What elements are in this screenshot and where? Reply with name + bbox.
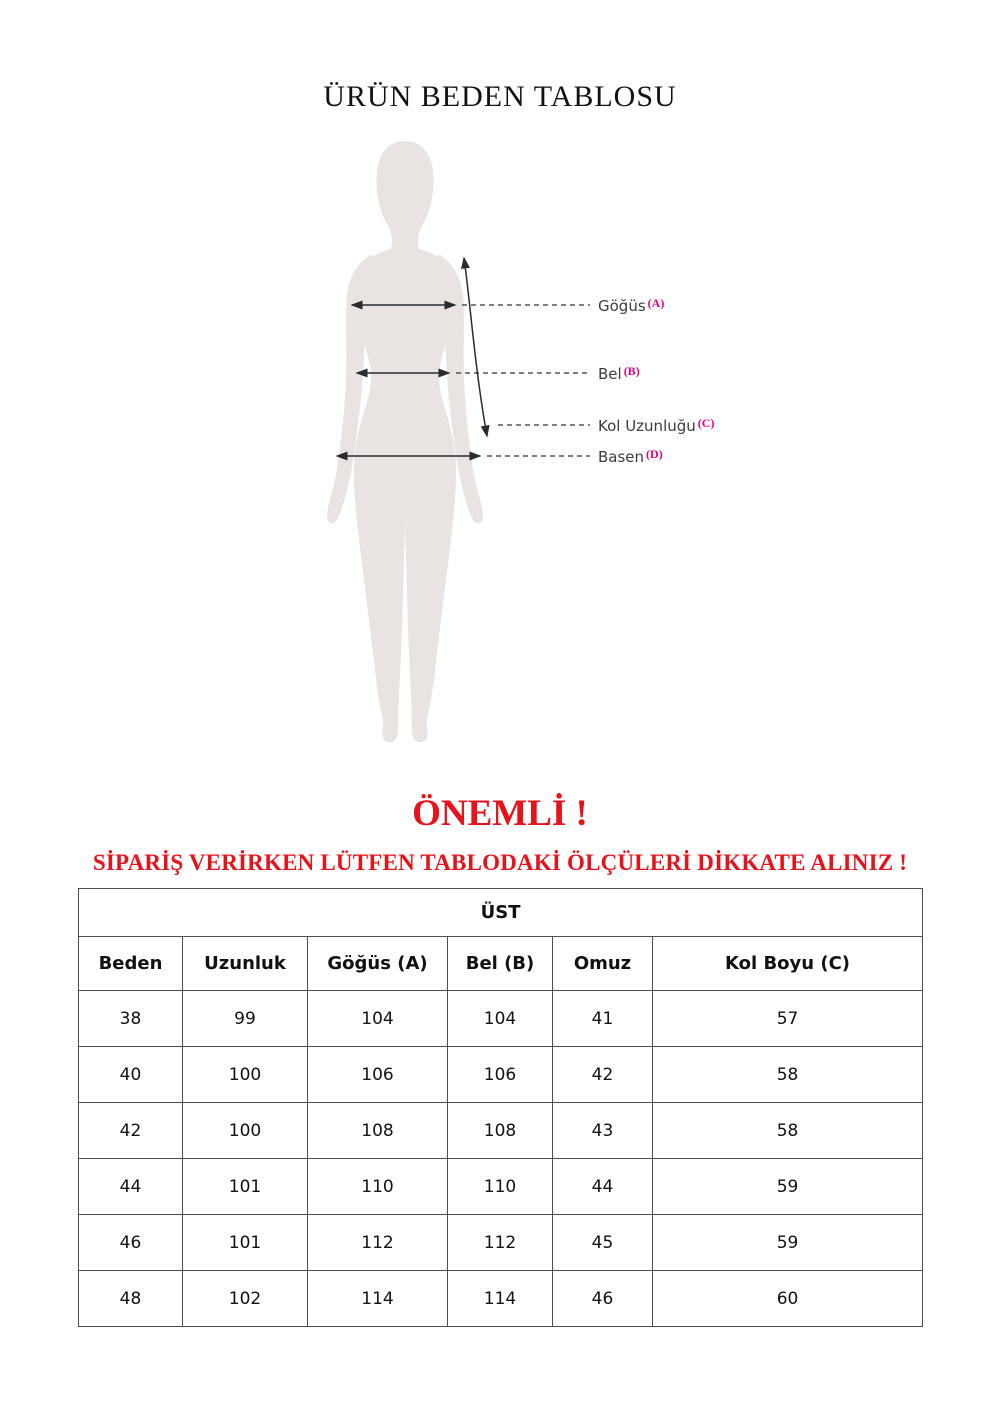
measure-label-arm-length — [598, 416, 714, 435]
important-heading: ÖNEMLİ ! — [412, 793, 588, 834]
table-row — [79, 1159, 923, 1215]
table-cell: 46 — [79, 1215, 183, 1271]
table-cell: 44 — [79, 1159, 183, 1215]
table-row — [79, 1047, 923, 1103]
table-cell: 58 — [653, 1047, 923, 1103]
measure-label-chest — [598, 296, 664, 315]
table-cell: 59 — [653, 1215, 923, 1271]
table-cell: 112 — [448, 1215, 553, 1271]
measure-code: (C) — [697, 416, 715, 430]
column-header-row — [79, 937, 923, 991]
measure-label-text: Kol Uzunluğu — [598, 417, 696, 435]
table-cell: 108 — [448, 1103, 553, 1159]
table-cell: 104 — [448, 991, 553, 1047]
table-cell: 46 — [553, 1271, 653, 1327]
group-header-row — [79, 889, 923, 937]
table-cell: 43 — [553, 1103, 653, 1159]
table-cell: 42 — [553, 1047, 653, 1103]
table-cell: 106 — [308, 1047, 448, 1103]
table-cell: 110 — [308, 1159, 448, 1215]
table-cell: 44 — [553, 1159, 653, 1215]
table-body — [79, 991, 923, 1327]
table-cell: 42 — [79, 1103, 183, 1159]
column-header: Göğüs (A) — [308, 937, 448, 991]
table-cell: 114 — [308, 1271, 448, 1327]
measure-code: (B) — [623, 364, 640, 378]
column-header: Bel (B) — [448, 937, 553, 991]
table-cell: 114 — [448, 1271, 553, 1327]
table-cell: 58 — [653, 1103, 923, 1159]
table-cell: 106 — [448, 1047, 553, 1103]
measure-code: (A) — [647, 296, 665, 310]
table-row — [79, 1103, 923, 1159]
column-header: Uzunluk — [183, 937, 308, 991]
table-cell: 40 — [79, 1047, 183, 1103]
size-table — [78, 888, 923, 1327]
body-silhouette-figure — [305, 136, 505, 748]
table-cell: 100 — [183, 1047, 308, 1103]
table-cell: 102 — [183, 1271, 308, 1327]
table-cell: 59 — [653, 1159, 923, 1215]
measure-code: (D) — [646, 447, 663, 461]
table-cell: 101 — [183, 1159, 308, 1215]
column-header: Omuz — [553, 937, 653, 991]
table-cell: 112 — [308, 1215, 448, 1271]
table-cell: 108 — [308, 1103, 448, 1159]
table-cell: 110 — [448, 1159, 553, 1215]
table-cell: 57 — [653, 991, 923, 1047]
table-cell: 100 — [183, 1103, 308, 1159]
table-cell: 48 — [79, 1271, 183, 1327]
important-warning: SİPARİŞ VERİRKEN LÜTFEN TABLODAKİ ÖLÇÜLERİ DİKKATE ALINIZ ! — [92, 850, 908, 875]
table-cell: 104 — [308, 991, 448, 1047]
body-outline — [350, 141, 461, 742]
measure-label-waist — [598, 364, 640, 383]
measure-label-text: Basen — [598, 448, 645, 466]
table-cell: 99 — [183, 991, 308, 1047]
table-row — [79, 1215, 923, 1271]
column-header: Kol Boyu (C) — [653, 937, 923, 991]
column-header: Beden — [79, 937, 183, 991]
table-cell: 41 — [553, 991, 653, 1047]
table-group-header: ÜST — [79, 889, 923, 937]
measure-label-hip — [598, 447, 663, 466]
measure-label-text: Göğüs — [598, 297, 646, 315]
table-row — [79, 1271, 923, 1327]
table-cell: 38 — [79, 991, 183, 1047]
measure-label-text: Bel — [598, 365, 622, 383]
table-cell: 45 — [553, 1215, 653, 1271]
page-title: ÜRÜN BEDEN TABLOSU — [323, 80, 677, 113]
table-cell: 60 — [653, 1271, 923, 1327]
table-cell: 101 — [183, 1215, 308, 1271]
table-row — [79, 991, 923, 1047]
